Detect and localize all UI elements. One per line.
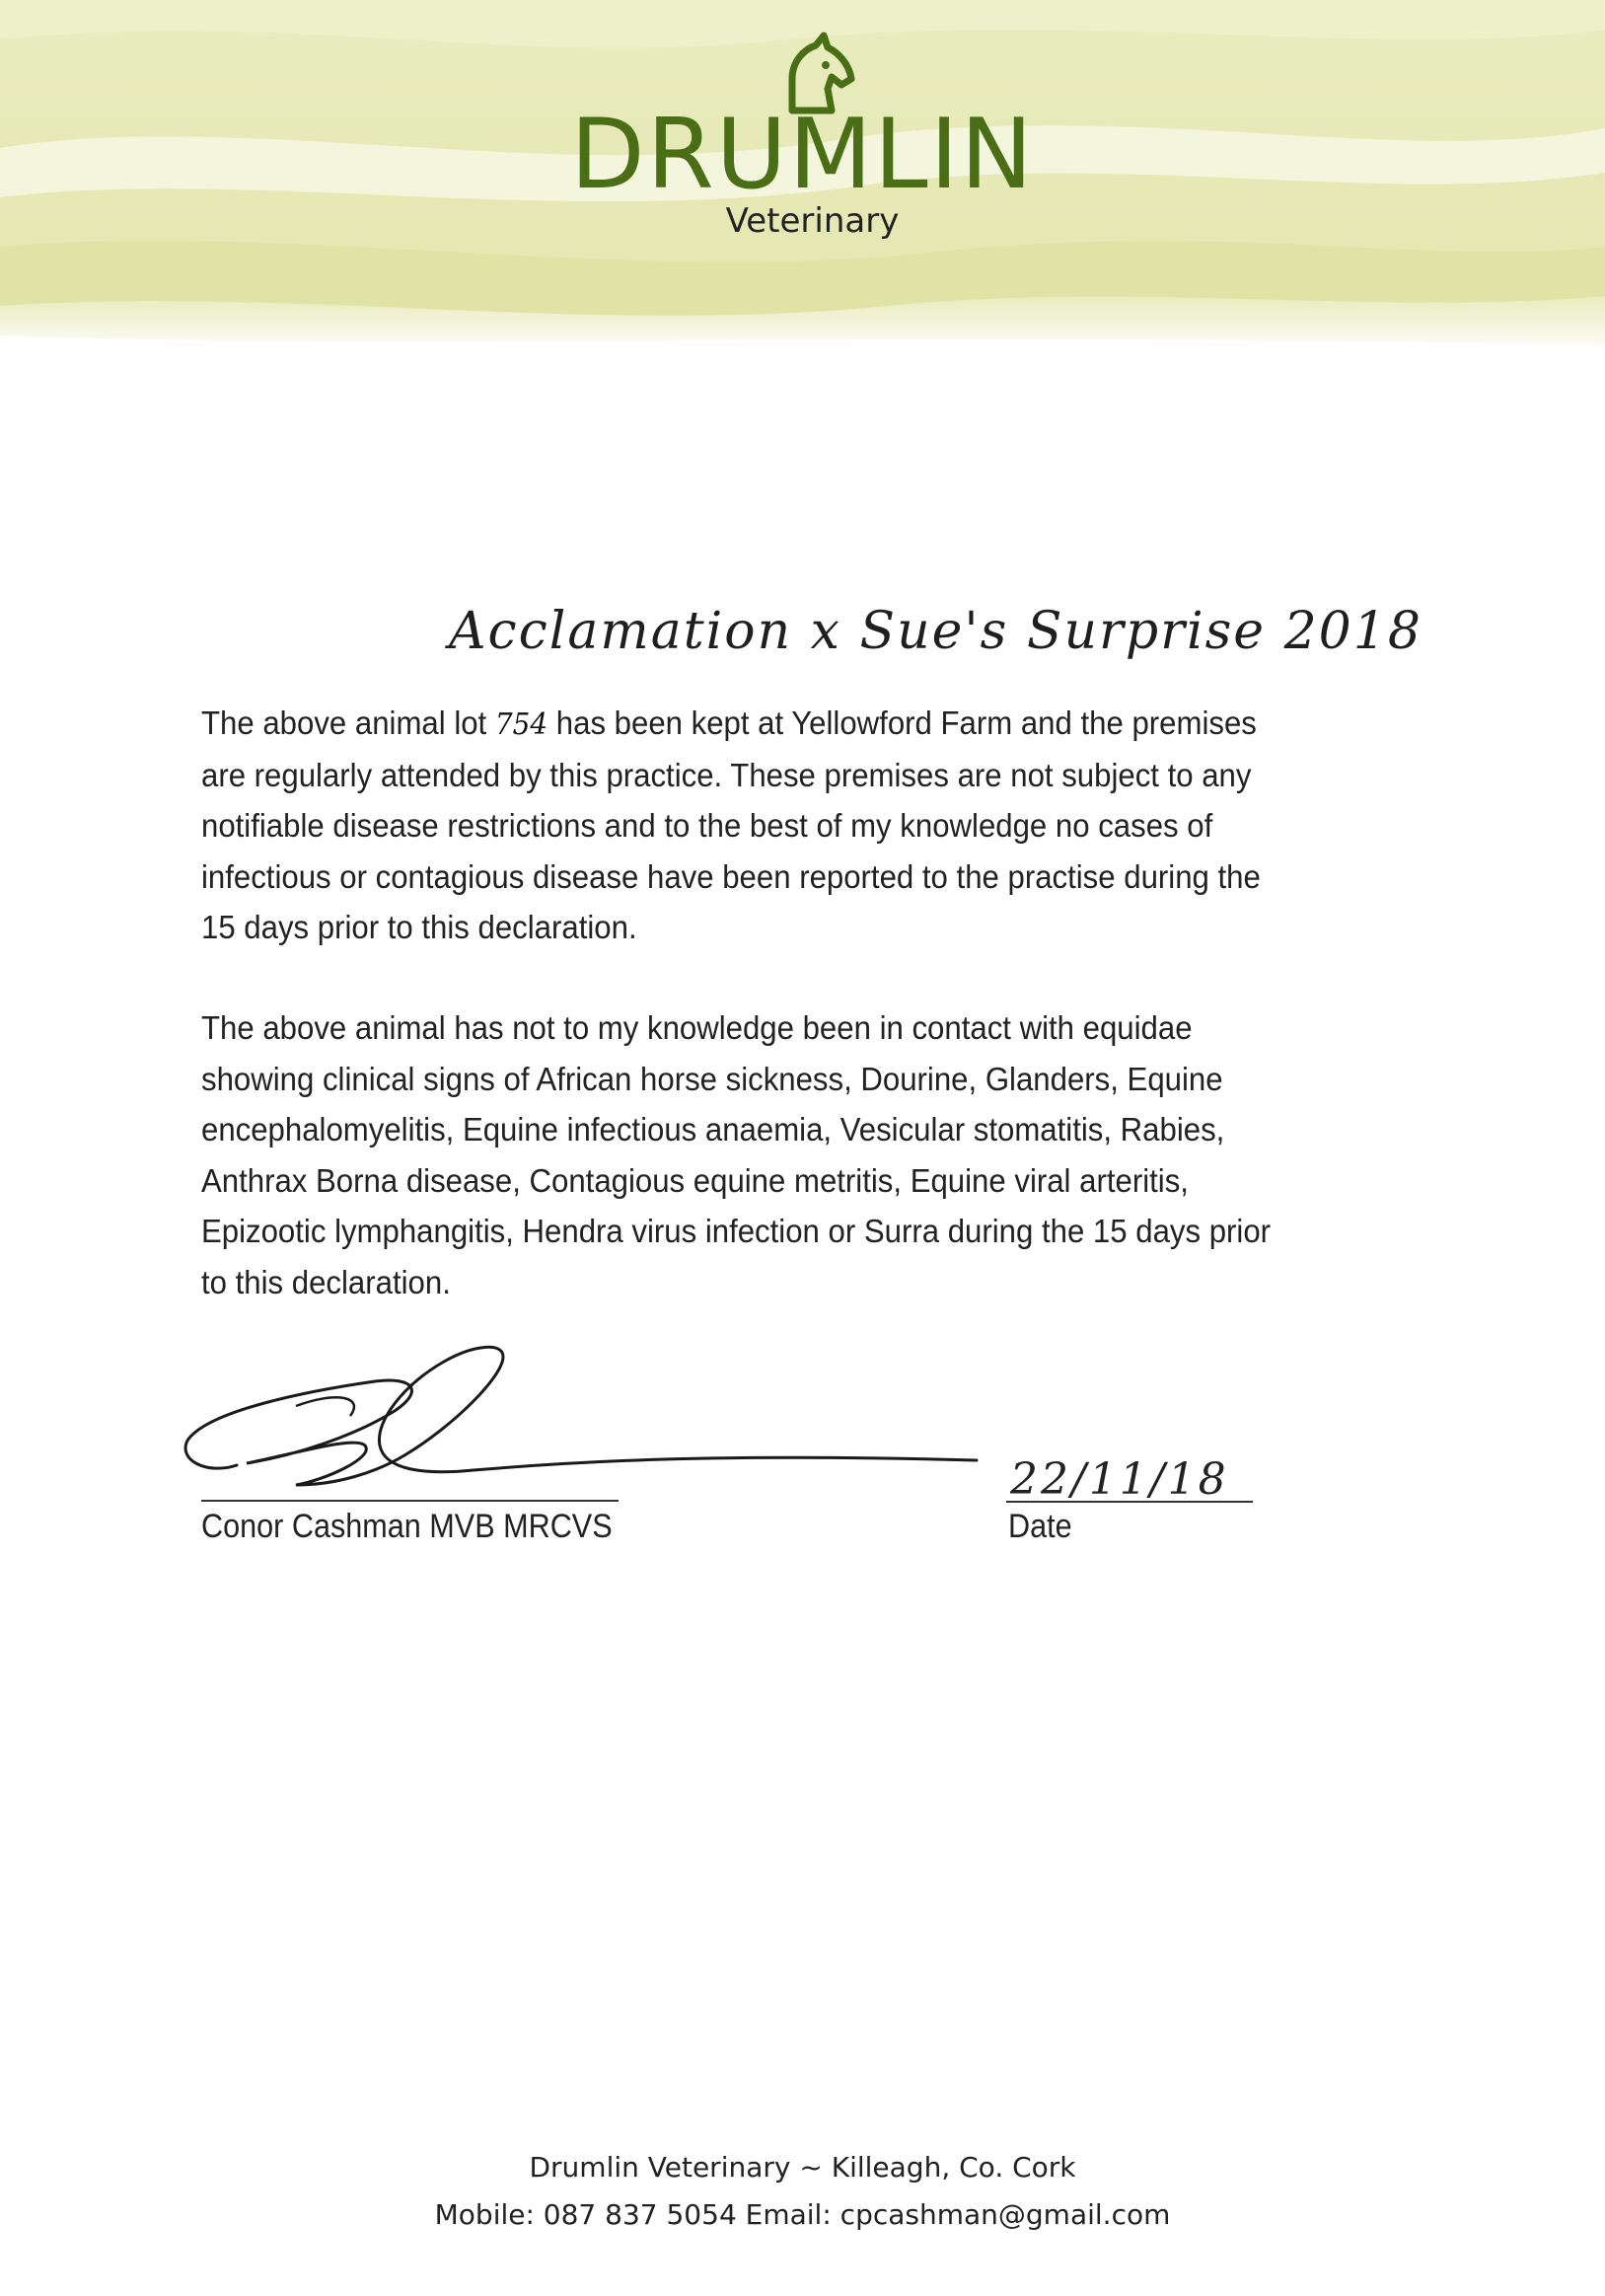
signer-name: Conor Cashman MVB MRCVS	[201, 1508, 613, 1545]
signature-icon	[178, 1337, 1006, 1505]
signature-line	[201, 1500, 619, 1502]
date-label: Date	[1008, 1508, 1072, 1545]
declaration-paragraph-1	[201, 699, 1283, 954]
paragraph-1-lead: The above animal lot	[201, 705, 495, 742]
footer-address: Drumlin Veterinary ~ Killeagh, Co. Cork	[529, 2151, 1076, 2184]
declaration-paragraph-2: The above animal has not to my knowledge been in contact with equidae showing clinical signs of African horse sickness, Dourine, Glanders, Equine encephalomyelitis, Equine infectious anaemia, Vesicular stomatitis, Rabies, Anthrax Borna disease, Contagious equine metritis, Equine viral arteritis, Epizootic lymphangitis, Hendra virus infection or Surra during the 15 days prior to this declaration.	[201, 1010, 1272, 1301]
handwritten-date: 22/11/18	[1010, 1454, 1229, 1505]
date-line	[1006, 1501, 1253, 1503]
brand-name: DRUMLIN	[570, 99, 1035, 211]
lot-number: 754	[494, 707, 548, 742]
handwritten-title: Acclamation x Sue's Surprise 2018	[449, 602, 1423, 661]
footer-contact: Mobile: 087 837 5054 Email: cpcashman@gmail.com	[434, 2198, 1171, 2231]
brand-subtitle: Veterinary	[725, 201, 900, 241]
paragraph-1-body: has been kept at Yellowford Farm and the premises are regularly attended by this practice. These premises are not subject to any notifiable disease restrictions and to the best of my knowledge no cases of infectious or contagious disease have been reported to the practise during the 15 days prior to this declaration.	[201, 705, 1261, 946]
